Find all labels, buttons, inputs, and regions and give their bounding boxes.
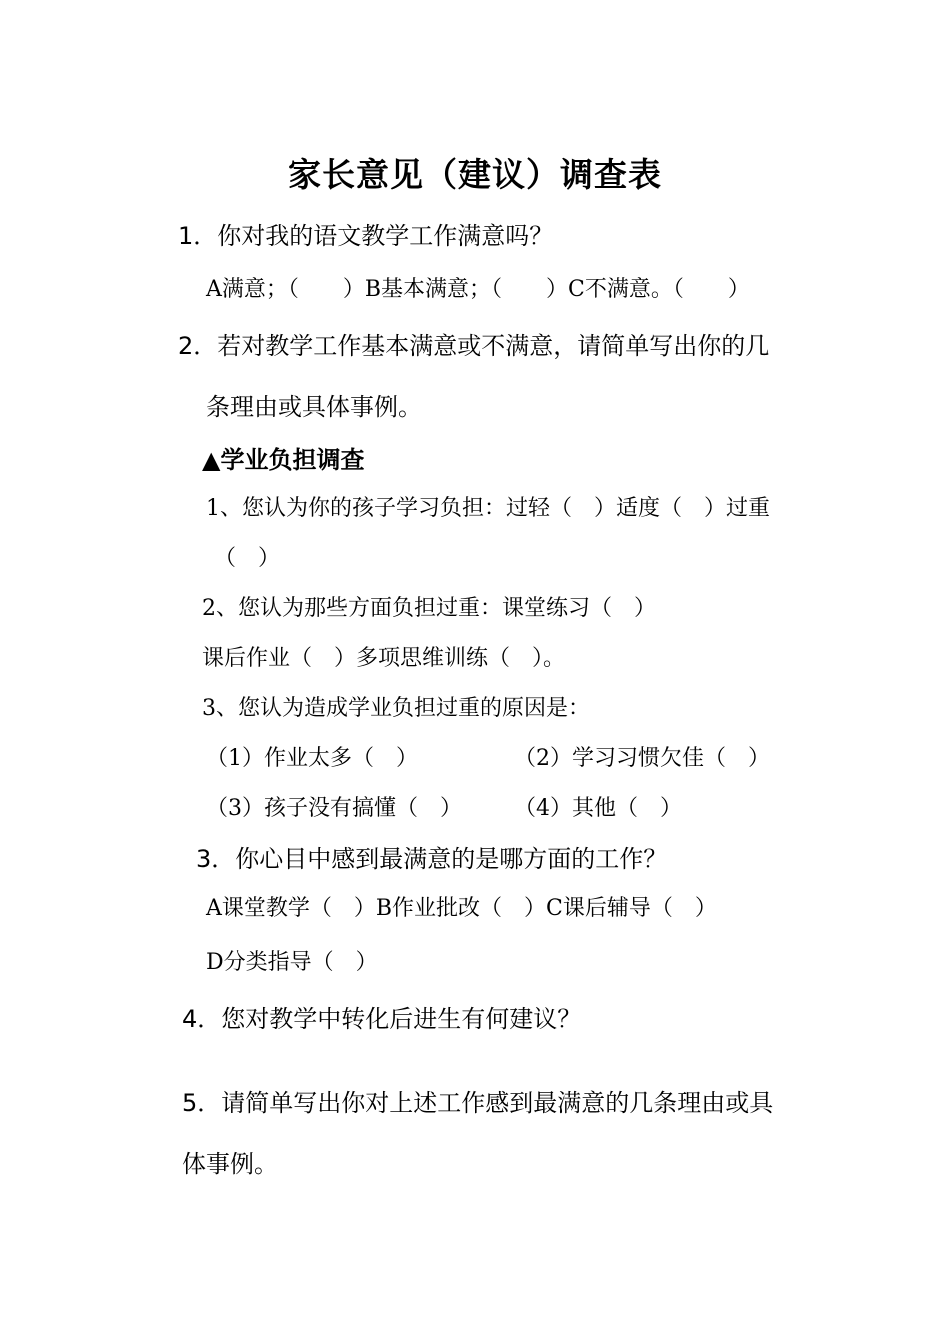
burden-item-1-line-2: （ ） (214, 546, 281, 571)
question-5-line-2: 体事例。 (182, 1150, 278, 1178)
burden-item-3: 3、您认为造成学业负担过重的原因是： (202, 696, 590, 721)
question-4: 4．您对教学中转化后进生有何建议？ (182, 1005, 582, 1033)
burden-reason-3: （3）孩子没有搞懂（ ） (206, 796, 462, 821)
question-2-line-1: 2．若对教学工作基本满意或不满意，请简单写出你的几 (178, 332, 770, 360)
page-title: 家长意见（建议）调查表 (288, 155, 662, 194)
question-5-line-1: 5．请简单写出你对上述工作感到最满意的几条理由或具 (182, 1089, 774, 1117)
burden-section-heading: ▲学业负担调查 (202, 446, 365, 474)
question-3-options-line-2: D分类指导（ ） (206, 950, 378, 975)
burden-reason-2: （2）学习习惯欠佳（ ） (514, 746, 770, 771)
burden-reason-1: （1）作业太多（ ） (206, 746, 418, 771)
question-3-options-line-1: A课堂教学（ ）B作业批改（ ）C课后辅导（ ） (206, 896, 717, 921)
question-2-line-2: 条理由或具体事例。 (206, 393, 422, 421)
burden-reason-4: （4）其他（ ） (514, 796, 682, 821)
question-1: 1．你对我的语文教学工作满意吗？ (178, 222, 554, 250)
burden-item-2-line-1: 2、您认为那些方面负担过重：课堂练习（ ） (202, 596, 656, 621)
burden-item-2-line-2: 课后作业（ ）多项思维训练（ ）。 (202, 646, 566, 671)
burden-item-1-line-1: 1、您认为你的孩子学习负担：过轻（ ）适度（ ）过重 (206, 496, 770, 521)
question-1-options: A满意；（ ）B基本满意；（ ）C不满意。（ ） (206, 277, 750, 302)
question-3: 3．你心目中感到最满意的是哪方面的工作？ (196, 845, 668, 873)
